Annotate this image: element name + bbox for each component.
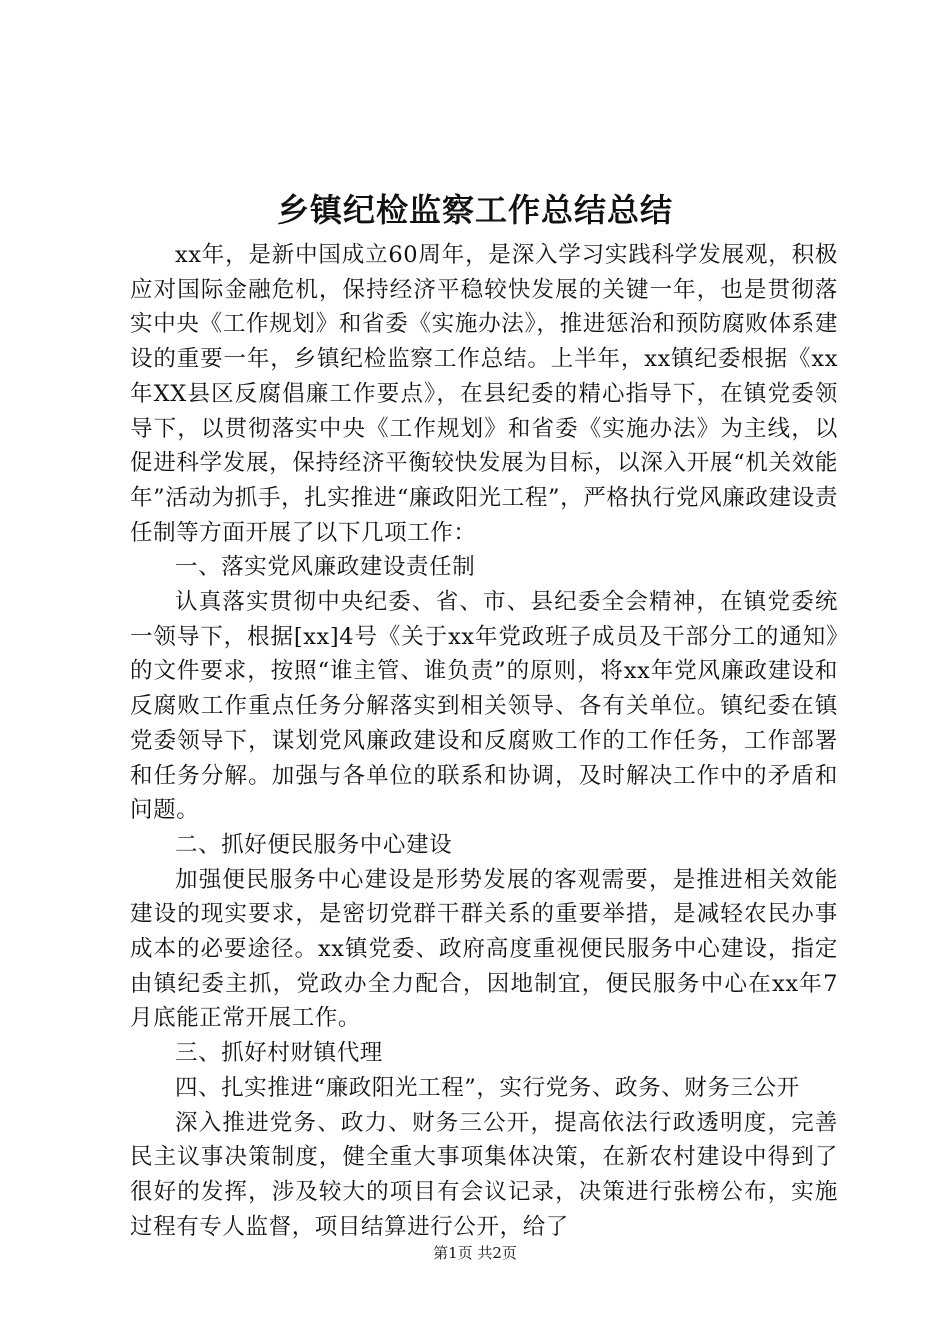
section-paragraph-1: 认真落实贯彻中央纪委、省、市、县纪委全会精神，在镇党委统一领导下，根据[xx]4号《关于xx年党政班子成员及干部分工的通知》的文件要求，按照“谁主管、谁负责”的原则，将xx年党风廉政建设和反腐败工作重点任务分解落实到相关领导、各有关单位。镇纪委在镇党委领导下，谋划党风廉政建设和反腐败工作的工作任务，工作部署和任务分解。加强与各单位的联系和协调，及时解决工作中的矛盾和问题。 (130, 589, 838, 824)
document-body (130, 238, 838, 1244)
section-heading-4: 四、扎实推进“廉政阳光工程”，实行党务、政务、财务三公开 (175, 1074, 800, 1101)
document-title: 乡镇纪检监察工作总结总结 (276, 191, 673, 229)
section-paragraph-4: 深入推进党务、政力、财务三公开，提高依法行政透明度，完善民主议事决策制度，健全重大事项集体决策，在新农村建设中得到了很好的发挥，涉及较大的项目有会议记录，决策进行张榜公布，实施过程有专人监督，项目结算进行公开，给了 (130, 1109, 838, 1240)
section-heading-2: 二、抓好便民服务中心建设 (175, 831, 453, 858)
section-paragraph-2: 加强便民服务中心建设是形势发展的客观需要，是推进相关效能建设的现实要求，是密切党群干群关系的重要举措，是减轻农民办事成本的必要途径。xx镇党委、政府高度重视便民服务中心建设，指定由镇纪委主抓，党政办全力配合，因地制宜，便民服务中心在xx年7月底能正常开展工作。 (130, 866, 838, 1032)
section-heading-3: 三、抓好村财镇代理 (175, 1040, 383, 1067)
section-heading-1: 一、落实党风廉政建设责任制 (175, 554, 476, 581)
page-footer: 第1页 共2页 (433, 1244, 517, 1262)
intro-paragraph: xx年，是新中国成立60周年，是深入学习实践科学发展观，积极应对国际金融危机，保持经济平稳较快发展的关键一年，也是贯彻落实中央《工作规划》和省委《实施办法》，推进惩治和预防腐败体系建设的重要一年，乡镇纪检监察工作总结。上半年，xx镇纪委根据《xx年XX县区反腐倡廉工作要点》，在县纪委的精心指导下，在镇党委领导下，以贯彻落实中央《工作规划》和省委《实施办法》为主线，以促进科学发展，保持经济平衡较快发展为目标，以深入开展“机关效能年”活动为抓手，扎实推进“廉政阳光工程”，严格执行党风廉政建设责任制等方面开展了以下几项工作： (130, 242, 838, 546)
